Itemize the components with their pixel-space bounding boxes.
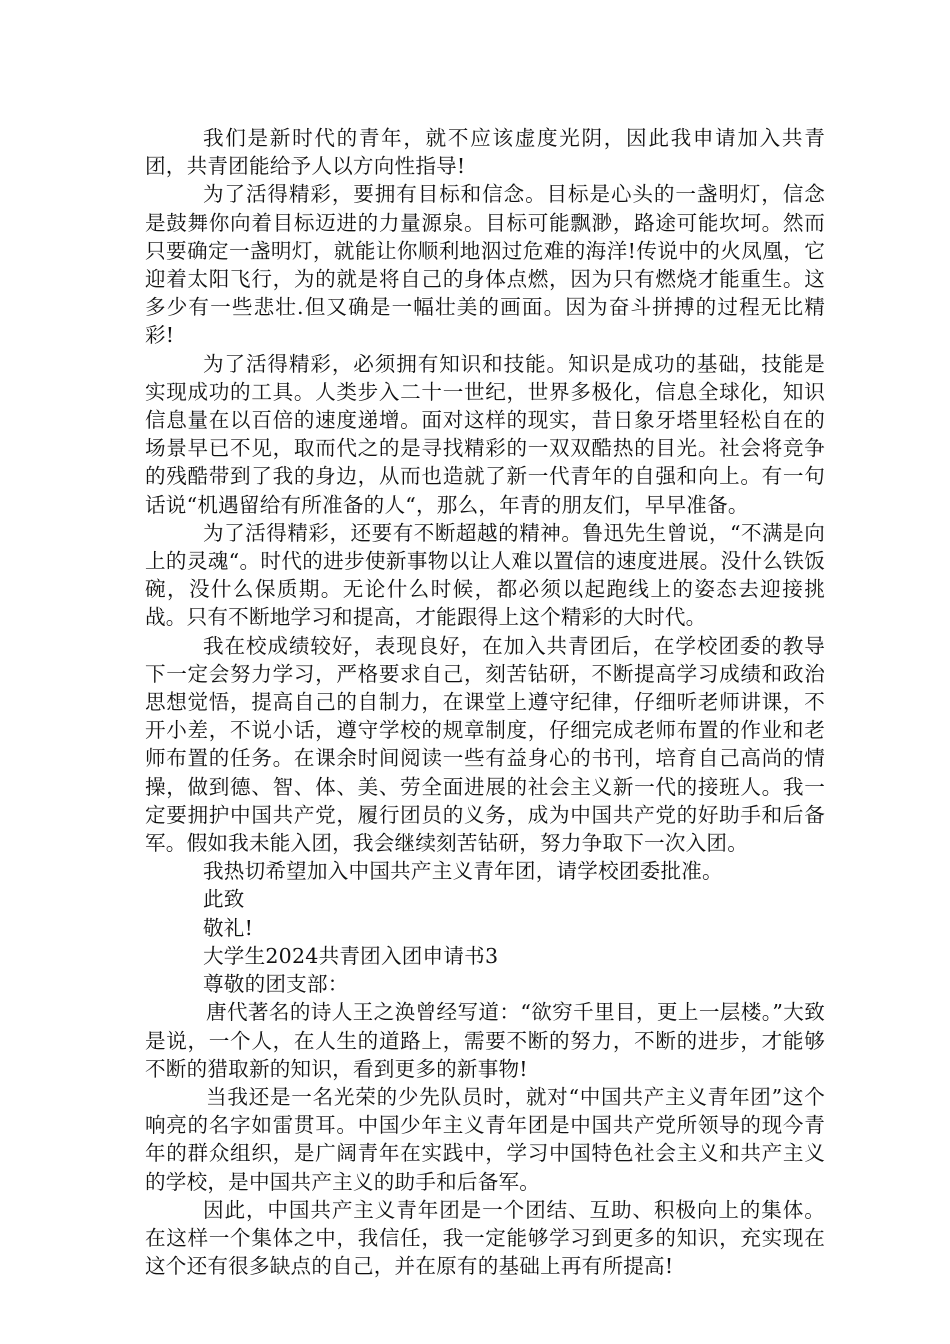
paragraph-spirit: 为了活得精彩，还要有不断超越的精神。鲁迅先生曾说，“不满是向上的灵魂“。时代的进步使新事物以让人难以置信的速度进展。没什么铁饭碗，没什么保质期。无论什么时候，都必须以起跑线上的姿态去迎接挑战。只有不断地学习和提高，才能跟得上这个精彩的大时代。 — [145, 520, 825, 630]
paragraph-poem: 唐代著名的诗人王之涣曾经写道：“欲穷千里目，更上一层楼。”大致是说，一个人，在人生的道路上，需要不断的努力，不断的进步，才能够不断的猎取新的知识，看到更多的新事物! — [145, 1000, 825, 1081]
section-title: 大学生2024共青团入团申请书3 — [203, 943, 499, 968]
paragraph-request: 我热切希望加入中国共产主义青年团，请学校团委批准。 — [203, 859, 723, 884]
paragraph-goals: 为了活得精彩，要拥有目标和信念。目标是心头的一盏明灯，信念是鼓舞你向着目标迈进的力量源泉。目标可能飘渺，路途可能坎坷。然而只要确定一盏明灯，就能让你顺利地泅过危难的海洋!传说中的火凤凰，它迎着太阳飞行，为的就是将自己的身体点燃，因为只有燃烧才能重生。这多少有一些悲壮.但又确是一幅壮美的画面。因为奋斗拼搏的过程无比精彩! — [145, 182, 825, 348]
closing-salutation: 此致 — [203, 887, 245, 912]
paragraph-collective: 因此，中国共产主义青年团是一个团结、互助、积极向上的集体。在这样一个集体之中，我信任，我一定能够学习到更多的知识，充实现在这个还有很多缺点的自己，并在原有的基础上再有所提高! — [145, 1197, 825, 1279]
paragraph-knowledge: 为了活得精彩，必须拥有知识和技能。知识是成功的基础，技能是实现成功的工具。人类步入二十一世纪，世界多极化，信息全球化，知识信息量在以百倍的速度递增。面对这样的现实，昔日象牙塔里轻松自在的场景早已不见，取而代之的是寻找精彩的一双双酷热的目光。社会将竞争的残酷带到了我的身边，从而也造就了新一代青年的自强和向上。有一句话说“机遇留给有所准备的人“，那么，年青的朋友们，早早准备。 — [145, 351, 825, 517]
paragraph-commitment: 我在校成绩较好，表现良好，在加入共青团后，在学校团委的教导下一定会努力学习，严格要求自己，刻苦钻研，不断提高学习成绩和政治思想觉悟，提高自己的自制力，在课堂上遵守纪律，仔细听老师讲课，不开小差，不说小话，遵守学校的规章制度，仔细完成老师布置的作业和老师布置的任务。在课余时间阅读一些有益身心的书刊，培育自己高尚的情操，做到德、智、体、美、劳全面进展的社会主义新一代的接班人。我一定要拥护中国共产党，履行团员的义务，成为中国共产党的好助手和后备军。假如我未能入团，我会继续刻苦钻研，努力争取下一次入团。 — [145, 633, 825, 856]
paragraph-pioneer: 当我还是一名光荣的少先队员时，就对“中国共产主义青年团”这个响亮的名字如雷贯耳。中国少年主义青年团是中国共产党所领导的现今青年的群众组织，是广阔青年在实践中，学习中国特色社会主义和共产主义的学校，是中国共产主义的助手和后备军。 — [145, 1084, 825, 1194]
document-body — [145, 124, 825, 1280]
greeting: 尊敬的团支部： — [203, 972, 349, 997]
closing-regards: 敬礼! — [203, 915, 254, 940]
paragraph-intro: 我们是新时代的青年，就不应该虚度光阴，因此我申请加入共青团，共青团能给予人以方向性指导! — [145, 126, 825, 179]
